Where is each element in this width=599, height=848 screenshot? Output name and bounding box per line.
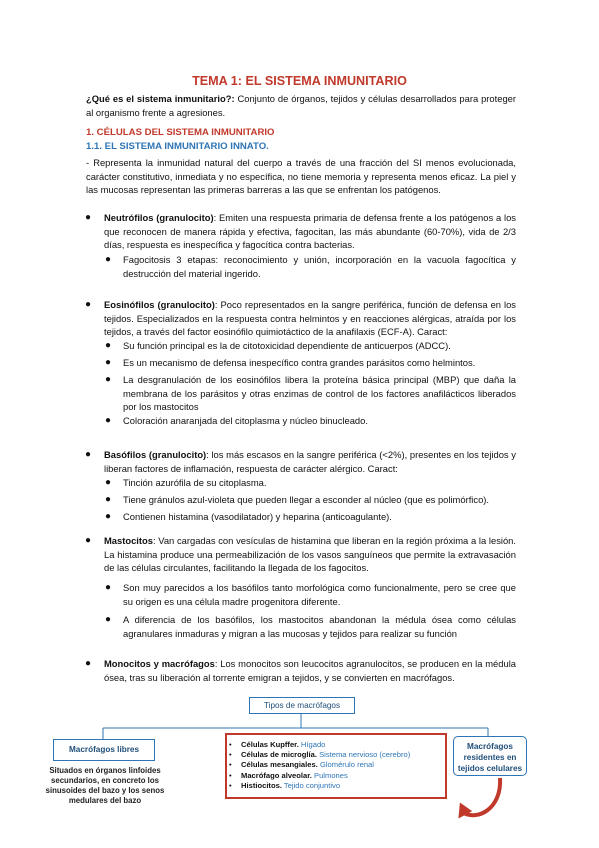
arrow-head-icon	[452, 802, 472, 822]
sub-item-text: Coloración anaranjada del citoplasma y núcleo binucleado.	[123, 415, 368, 426]
page-title: TEMA 1: EL SISTEMA INMUNITARIO	[192, 74, 407, 88]
bullet-icon: ●	[85, 212, 92, 223]
sub-item-text: Su función principal es la de citotoxicidad dependiente de anticuerpos (ADCC).	[123, 340, 451, 351]
resident-item	[227, 760, 445, 770]
item-name: Neutrófilos (granulocito)	[104, 212, 214, 223]
sub-item-text: Contienen histamina (vasodilatador) y heparina (anticoagulante).	[123, 511, 392, 522]
resident-item-name: Células de microglía.	[241, 750, 317, 760]
diagram-node-macrofagos-residentes: Macrófagos residentes en tejidos celulares	[453, 736, 527, 776]
bullet-icon: ●	[105, 582, 112, 593]
bullet-icon: ●	[105, 254, 112, 265]
bullet-icon: ●	[85, 449, 92, 460]
bullet-icon: ●	[105, 374, 112, 385]
resident-item-name: Células mesangiales.	[241, 760, 318, 770]
item-text: : Van cargadas con vesículas de histamina que liberan en la región próxima a la lesión. La histamina produce una permeabilización de los vasos sanguíneos que permite la extravasación de las células circulantes, facilitando la llegada de los fagocitos.	[104, 535, 516, 574]
resident-item	[227, 781, 445, 791]
macrofagos-libres-description: Situados en órganos linfoides secundarios, en concreto los sinusoides del bazo y los senos medulares del bazo	[45, 766, 165, 805]
resident-item-place: Hígado	[298, 740, 326, 749]
innate-description: - Representa la inmunidad natural del cuerpo a través de una fracción del SI menos evolucionada, carácter constitutivo, inmediata y no específica, no tiene memoria y representa menos eficaz. La piel y las mucosas representan las primeras barreras a las que se enfrentan los patógenos.	[86, 157, 516, 196]
resident-item-place: Tejido conjuntivo	[281, 780, 341, 790]
resident-item-name: Histiocitos.	[241, 780, 282, 790]
bullet-icon: ●	[85, 535, 92, 546]
sub-item-text: Es un mecanismo de defensa inespecífico contra grandes parásitos como helmintos.	[123, 357, 476, 368]
sub-item-text: Fagocitosis 3 etapas: reconocimiento y unión, incorporación en la vacuola fagocítica y destrucción del material ingerido.	[123, 254, 516, 279]
bullet-icon: ●	[105, 614, 112, 625]
bullet-icon: ●	[105, 357, 112, 368]
bullet-icon: ●	[105, 415, 112, 426]
resident-item-name: Células Kupffer.	[241, 740, 299, 749]
sub-item-text: Son muy parecidos a los basófilos tanto morfológica como funcionalmente, pero se cree que su origen es una célula madre progenitora diferente.	[123, 582, 516, 607]
resident-item-place: Sistema nervioso (cerebro)	[316, 750, 411, 760]
item-text: : Poco representados en la sangre periférica, función de defensa en los tejidos. Especializados en la respuesta contra helmintos y en reacciones alérgicas, atraída por los tejidos, a través del factor eosinófilo quimiotáctico de la anafilaxis (ECF-A). Caract:	[104, 299, 516, 338]
item-name: Eosinófilos (granulocito)	[104, 299, 215, 310]
resident-item-place: Glomérulo renal	[317, 760, 374, 770]
sub-item-text: Tinción azurófila de su citoplasma.	[123, 477, 267, 488]
section-heading-1: 1. CÉLULAS DEL SISTEMA INMUNITARIO	[86, 127, 275, 138]
diagram-node-tipos-macrofagos: Tipos de macrófagos	[249, 697, 355, 714]
resident-item-name: Macrófago alveolar.	[241, 770, 312, 780]
intro-question: ¿Qué es el sistema inmunitario?:	[86, 93, 235, 104]
sub-item-text: Tiene gránulos azul-violeta que pueden llegar a esconder al núcleo (que es polimórfico).	[123, 494, 490, 505]
section-heading-1-1: 1.1. EL SISTEMA INMUNITARIO INNATO.	[86, 141, 269, 152]
item-text: : Los monocitos son leucocitos agranulocitos, se producen en la médula ósea, tras su liberación al torrente emigran a tejidos, y se convierten en macrófagos.	[104, 658, 516, 683]
item-name: Basófilos (granulocito)	[104, 449, 207, 460]
bullet-icon: ●	[105, 477, 112, 488]
sub-item-text: A diferencia de los basófilos, los mastocitos abandonan la médula ósea como células agranulares inmaduras y migran a las mucosas y tejidos para realizar su función	[123, 614, 516, 639]
bullet-icon: ●	[85, 658, 92, 669]
resident-item	[227, 740, 445, 750]
bullet-icon: ●	[85, 299, 92, 310]
resident-item-place: Pulmones	[311, 770, 348, 780]
resident-item	[227, 771, 445, 781]
resident-item	[227, 750, 445, 760]
bullet-icon: ●	[105, 340, 112, 351]
bullet-icon: ●	[105, 494, 112, 505]
item-name: Monocitos y macrófagos	[104, 658, 215, 669]
item-text: : los más escasos en la sangre periférica (<2%), presentes en los tejidos y liberan factores de inflamación, respuesta de carácter alérgico. Caract:	[104, 449, 516, 474]
bullet-icon: ●	[105, 511, 112, 522]
diagram-node-macrofagos-libres: Macrófagos libres	[53, 739, 155, 761]
item-name: Mastocitos	[104, 535, 153, 546]
intro-answer: Conjunto de órganos, tejidos y células desarrollados para proteger al organismo frente a agresiones.	[86, 93, 516, 118]
sub-item-text: La desgranulación de los eosinófilos libera la proteína básica principal (MBP) que daña la membrana de los parásitos y otras enzimas de control de los factores anafilácticos liberados por los mastocitos	[123, 374, 516, 413]
resident-macrophages-list	[225, 733, 447, 799]
item-text: : Emiten una respuesta primaria de defensa frente a los patógenos a los que reconocen de manera rápida y efectiva, fagocitan, las más abundante (60-70%), vida de 2/3 días, respuesta es inespecífica y fagocítica contra bacterias.	[104, 212, 516, 251]
